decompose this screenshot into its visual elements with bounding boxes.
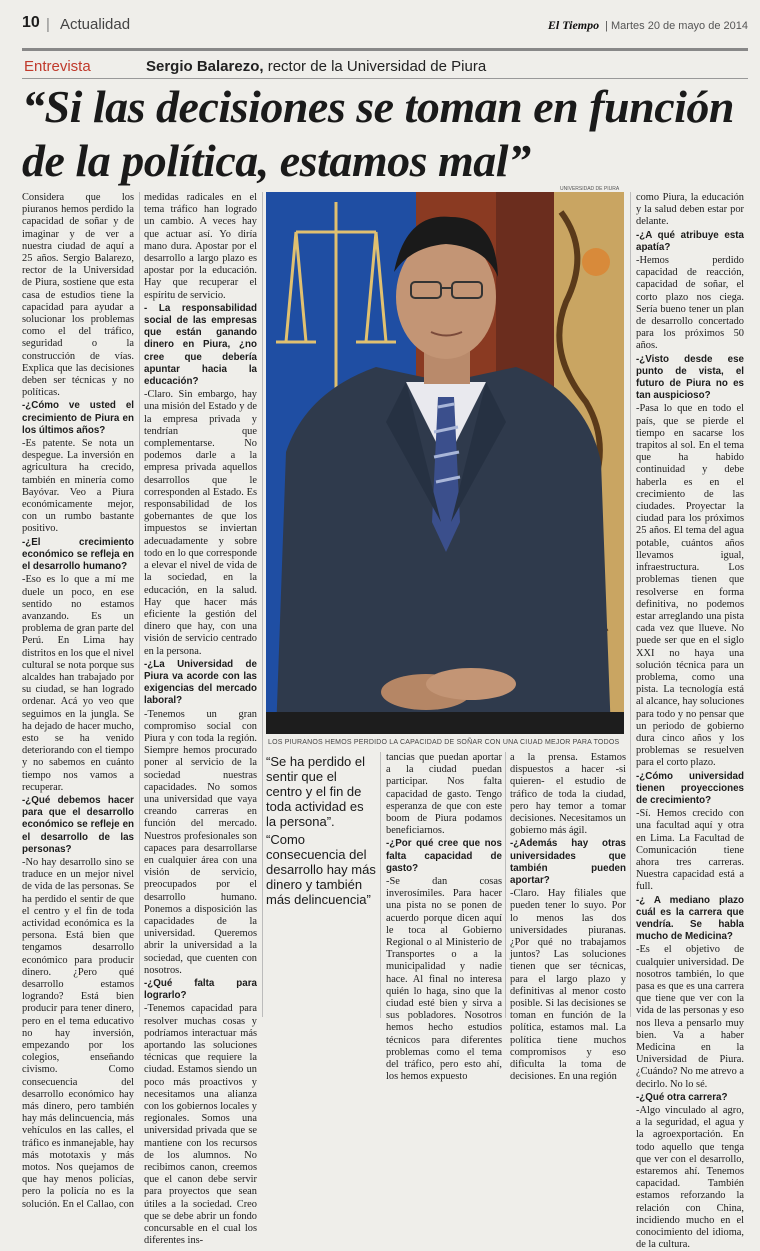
photo-caption: LOS PIURANOS HEMOS PERDIDO LA CAPACIDAD DE SOÑAR CON UNA CIUAD MEJOR PARA TODOS bbox=[268, 739, 620, 746]
article-column-4 bbox=[386, 752, 502, 1083]
body-paragraph: -Hemos perdido capacidad de reacción, capacidad de soñar, el corto plazo nos ciega. Sería bueno tener un plan de desarrollo concertado para los próximos 50 años. bbox=[636, 255, 744, 352]
photo-credit: UNIVERSIDAD DE PIURA bbox=[560, 186, 620, 192]
interview-question: -¿Visto desde ese punto de vista, el futuro de Piura no es tan auspicioso? bbox=[636, 353, 744, 402]
interview-question: -¿Cómo ve usted el crecimiento de Piura en los últimos años? bbox=[22, 400, 134, 436]
interview-question: -¿Qué falta para lograrlo? bbox=[144, 978, 257, 1002]
body-paragraph: -Es patente. Se nota un despegue. La inversión en agricultura ha crecido, también en minería como Bayóvar. Veo a Piura económicamente mejor, con un rumbo bastante positivo. bbox=[22, 438, 134, 535]
column-divider bbox=[630, 192, 631, 1017]
body-paragraph: como Piura, la educación y la salud deben estar por delante. bbox=[636, 192, 744, 228]
body-paragraph: -Pasa lo que en todo el país, que se pierde el tiempo en sacarse los trapitos al sol. En el tema que ha habido continuidad y debe haberla es en el crecimiento de las ciudades. Proyectar la ciudad para los próximos 25 años. El tema del agua potable, cuántos años llevamos igual, infraestructura. Los problemas tienen que resolverse en forma definitiva, no podemos estar arreglando una pista cada vez que llueve. No puede ser que en el siglo XXI no haya una solución técnica para un problema, como una pista. La tecnología está al alcance, hay soluciones para todo y no pensar que un periodo de gobierno dura cinco años y los problemas se resuelven para el corto plazo. bbox=[636, 403, 744, 769]
body-paragraph: -No hay desarrollo sino se traduce en un mejor nivel de vida de las personas. Se ha perdido el sentir de que el centro y el fin de toda actividad económica es la persona. Está bien que tengamos desarrollo económico para producir dinero. ¿Pero qué desarrollo estamos logrando? Está bien producir para tener dinero, pero en el tema educativo no hay inversión, empezando por los colegios, enseñando civismo. Como consecuencia del desarrollo económico hay más dinero, pero también hay más delincuencia, más vehículos en las calles, el tráfico es inmanejable, hay más mototaxis y más motos. Nos quejamos de que hay menos policías, pero la policía no es la solución. En el Callao, con bbox=[22, 856, 134, 1210]
interview-question: -¿Qué debemos hacer para que el desarrollo económico se refleje en el desarrollo de las personas? bbox=[22, 794, 134, 855]
kicker-rule bbox=[22, 78, 748, 79]
headline: “Si las decisiones se toman en función de la política, estamos mal” bbox=[22, 81, 734, 186]
byline bbox=[146, 58, 486, 75]
interview-question: -¿La Universidad de Piura va acorde con las exigencias del mercado laboral? bbox=[144, 658, 257, 707]
body-paragraph: -Algo vinculado al agro, a la seguridad, el agua y la agroexportación. En todo aquello que tenga que ver con el desarrollo, estaremos ahí. Tenemos capacidad. También estamos reforzando la relación con China, incidiendo mucho en el conocimiento del idioma, de la cultura. bbox=[636, 1105, 744, 1251]
masthead bbox=[548, 18, 748, 33]
column-divider bbox=[505, 752, 506, 1018]
body-paragraph: -Claro. Hay filiales que pueden tener lo suyo. Por lo menos las dos universidades piuranas. ¿Por qué no trabajamos juntos? Las soluciones tienen que ser técnicas, para el largo plazo y definitivas al menor costo posible. Si las decisiones se toman en función de la política, estamos mal. La política tiene muchos compromisos y eso dificulta la toma de decisiones. En una región bbox=[510, 888, 626, 1083]
interview-question: -¿ A mediano plazo cuál es la carrera que vendría. Se habla mucho de Medicina? bbox=[636, 894, 744, 943]
interviewee-name: Sergio Balarezo, bbox=[146, 58, 264, 75]
column-divider bbox=[262, 192, 263, 1017]
issue-date: | Martes 20 de mayo de 2014 bbox=[605, 20, 748, 32]
body-paragraph: -Se dan cosas inverosímiles. Para hacer una pista no se ponen de acuerdo porque dicen aquí le toca al Gobierno Regional o al Ministerio de Transportes o a la municipalidad y nadie hace. Al final no interesa quién lo haga, sino que la ciudad esté bien y sirva a sus pobladores. Nosotros hemos hecho estudios técnicos para diferentes problemas como el tema del tráfico, pero esto ahí, los hemos expuesto bbox=[386, 876, 502, 1083]
body-paragraph: a la prensa. Estamos dispuestos a hacer -si quieren- el estudio de tráfico de toda la ciudad, pero hay temor a tomar decisiones. Necesitamos un gobierno más ágil. bbox=[510, 752, 626, 837]
header-rule bbox=[22, 48, 748, 51]
paper-name: El Tiempo bbox=[547, 18, 600, 32]
page-number: 10 bbox=[22, 14, 40, 31]
body-paragraph: -Tenemos un gran compromiso social con Piura y con toda la región. Siempre hemos procurado poner al servicio de la sociedad nuestras capacidades. No somos una universidad que vaya creando carreras en función del mercado. Nuestros profesionales son capaces para desarrollarse en cualquier área con una visión de servicio, preocupados por el desarrollo humano. Ponemos a disposición las capacidades de la universidad. Queremos abrir la universidad a la sociedad, que cuenten con nosotros. bbox=[144, 708, 257, 976]
section-name: | Actualidad bbox=[60, 16, 130, 33]
body-paragraph: -Tenemos capacidad para resolver muchas cosas y podríamos interactuar más aportando las soluciones técnicas que requiere la ciudad. Estamos siendo un poco más proactivos y necesitamos una alianza con los gobiernos locales y regionales. Somos una universidad privada que se mantiene con los recursos de los alumnos. No recibimos canon, creemos que el canon debe servir para proyectos que sean útiles a la sociedad. Creo que se debe abrir un fondo concursable en el cual los diferentes ins- bbox=[144, 1003, 257, 1247]
column-divider bbox=[380, 752, 381, 1018]
portrait-photo bbox=[266, 192, 624, 734]
article-column-5 bbox=[510, 752, 626, 1083]
interview-question: -¿A qué atribuye esta apatía? bbox=[636, 229, 744, 253]
interview-question: -¿Qué otra carrera? bbox=[636, 1091, 728, 1103]
pull-quote-1: “Se ha perdido el sentir que el centro y el fin de toda actividad es la persona”. bbox=[266, 754, 366, 829]
interviewee-role: rector de la Universidad de Piura bbox=[263, 58, 487, 75]
body-paragraph: Considera que los piuranos hemos perdido la capacidad de soñar y de imaginar y de ver a nuestra ciudad de aquí a 25 años. Sergio Balarezo, rector de la Universidad de Piura, sostiene que esta casa de estudios tiene la capacidad para ayudar a solucionar los problemas como el del tráfico, seguridad o la construcción de vías. Explica que las decisiones deben ser técnicas y no políticas. bbox=[22, 192, 134, 399]
body-paragraph: -Es el objetivo de cualquier universidad. De nosotros también, lo que pasa es que es una carrera que tiene que ver con la vida de las personas y eso nos lleva a pensarlo muy bien. Va a haber Medicina en la Universidad de Piura. ¿Cuándo? No me atrevo a decirlo. No lo sé. bbox=[636, 944, 744, 1090]
article-column-2 bbox=[144, 192, 257, 1247]
article-column-1 bbox=[22, 192, 134, 1210]
interview-question: -¿Por qué cree que nos falta capacidad de gasto? bbox=[386, 838, 502, 874]
page-header bbox=[22, 12, 748, 38]
article-column-6 bbox=[636, 192, 744, 1251]
body-paragraph: tancias que puedan aportar a la ciudad puedan participar. Nos falta capacidad de gasto. Tengo esperanza de que con este boom de Piura podamos beneficiarnos. bbox=[386, 752, 502, 837]
interview-question: - La responsabilidad social de las empresas que están ganando dinero en Piura, ¿no cree que debería apuntar hacia la educación? bbox=[144, 302, 257, 388]
body-paragraph: -Sí. Hemos crecido con una facultad aquí y otra en Lima. La Facultad de Comunicación tiene ahora tres carreras. Nuestra capacidad está a full. bbox=[636, 808, 744, 893]
body-paragraph: medidas radicales en el tema tráfico han logrado un cambio. A veces hay que actuar así. Yo diría mano dura. Apostar por el desarrollo a largo plazo es apostar por la educación. Hay que recuperar el espíritu de servicio. bbox=[144, 192, 257, 301]
pull-quote-2: “Como consecuencia del desarrollo hay más dinero y también más delincuencia” bbox=[266, 832, 376, 907]
body-paragraph: -Claro. Sin embargo, hay una misión del Estado y de la empresa privada y tendrían que complementarse. No podemos darle a la empresa privada aquellos desarrollos que le corresponden al Estado. Es responsabilidad de los gobernantes de que los impuestos se inviertan adecuadamente y sobre todo en lo que corresponde a elevar el nivel de vida de la sociedad, en la educación, en la salud. Hay que hacer más eficiente la gestión del dinero que hay, con una visión de servicio centrado en la persona. bbox=[144, 389, 257, 657]
kicker: Entrevista bbox=[24, 58, 91, 75]
column-divider bbox=[139, 192, 140, 1017]
interview-question: -¿El crecimiento económico se refleja en el desarrollo humano? bbox=[22, 536, 134, 573]
interview-question: -¿Además hay otras universidades que también pueden aportar? bbox=[510, 838, 626, 887]
interview-question: -¿Cómo universidad tienen proyecciones de crecimiento? bbox=[636, 770, 744, 806]
body-paragraph: -Eso es lo que a mí me duele un poco, en ese sentido no estamos avanzando. Es un problema de gran parte del Perú. En Lima hay distritos en los que el nivel cultural se nota porque sus alcaldes han trabajado por su ciudad, se han logrado ordenar. Acá yo veo que seguimos en la jungla. Se ha dejado de hacer mucho, esto se ha venido deteriorando con el tiempo y no sabemos en cuánto tiempo nos vamos a recuperar. bbox=[22, 574, 134, 793]
